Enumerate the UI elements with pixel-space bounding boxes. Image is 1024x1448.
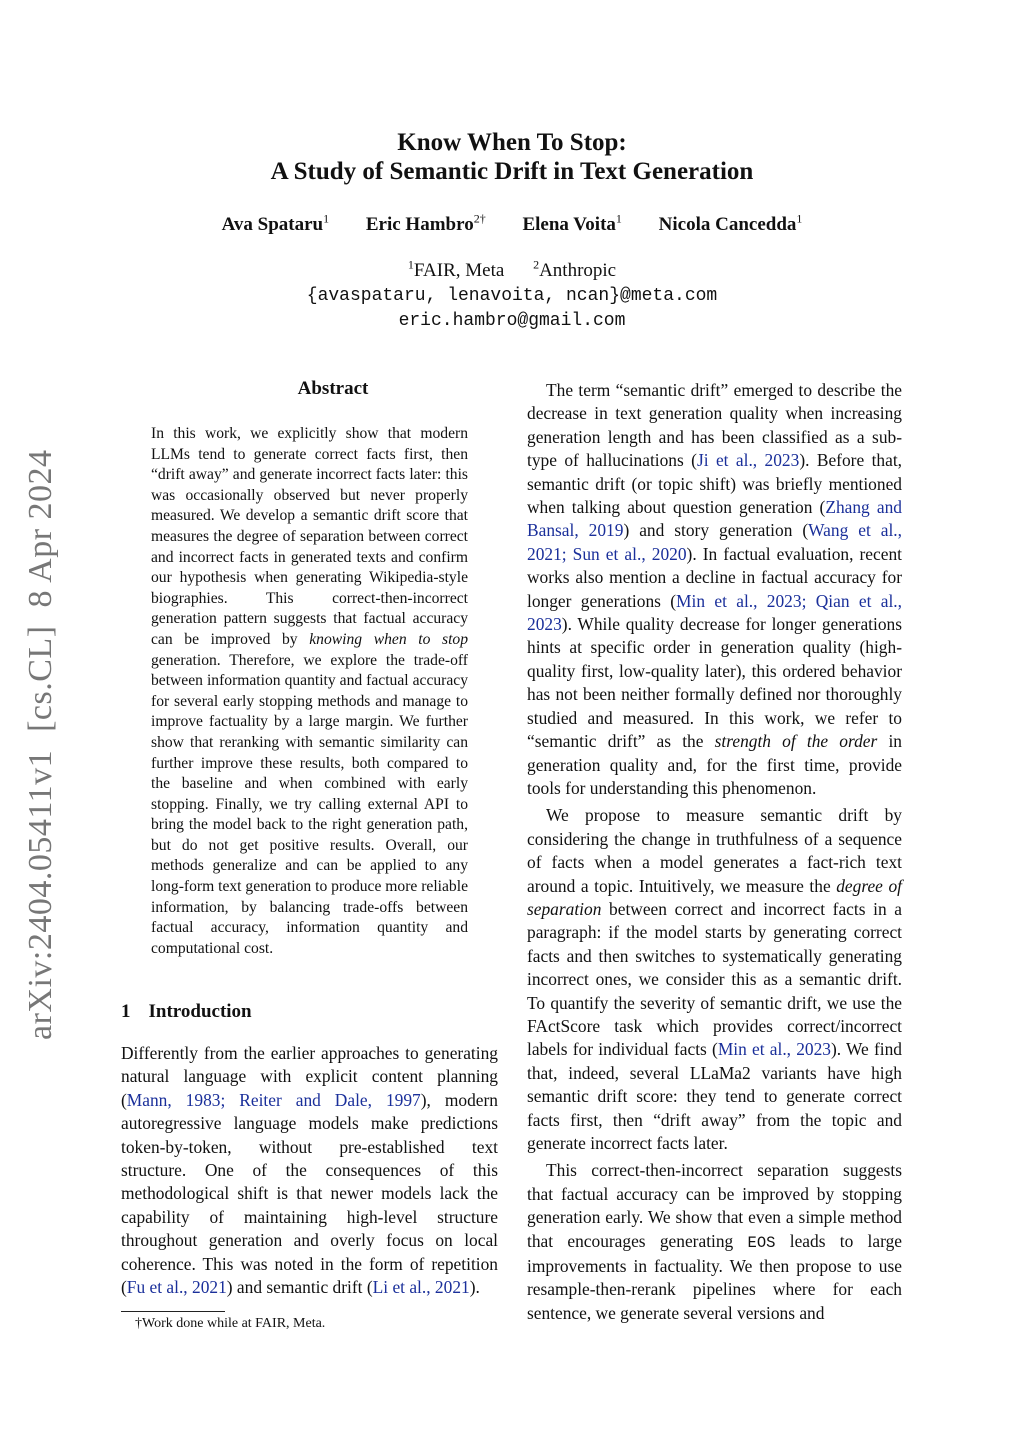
citation-link[interactable]: Li et al., 2021 [372,1277,470,1298]
citation-link[interactable]: Mann, 1983; Reiter and Dale, 1997 [126,1089,421,1110]
title-line-1: Know When To Stop: [397,129,627,156]
body-text: ). In factual evaluation, recent works also mention a decline in factual accuracy for longer generations ( [527,543,902,611]
body-text: ), modern autoregressive language models make predictions token-by-token, without pre-established text structure. One of the consequences of this methodological shift is that newer models lack the capability of maintaining high-level structure throughout generation and overly focus on local coherence. This was noted in the form of repetition ( [121,1089,498,1298]
body-text: Differently from the earlier approaches to generating natural language with explicit content planning ( [121,1043,498,1110]
affiliation-mark: 2 [533,258,540,272]
author [659,214,803,235]
paper-title [0,128,1024,186]
abstract-text: generation. Therefore, we explore the trade-off between information quantity and factual accuracy for several early stopping methods and manage to improve factuality by a large margin. We further show that reranking with semantic similarity can further improve these results, both compared to the baseline and when combined with early stopping. Finally, we try calling external API to bring the model back to the right generation path, but do not get positive results. Overall, our methods generalize and can be applied to any long-form text generation to produce more reliable information, by balancing trade-offs between factual accuracy, information quantity and computational cost. [151,651,468,957]
abstract-text: In this work, we explicitly show that modern LLMs tend to generate correct facts first, then “drift away” and generate incorrect facts later: this was occasionally observed but never properly measured. We develop a semantic drift score that measures the degree of separation between correct and incorrect facts in generated texts and confirm our hypothesis when generating Wikipedia-style biographies. This correct-then-incorrect generation pattern suggests that factual accuracy can be improved by [151,425,468,648]
section-heading [121,1001,270,1023]
citation-link[interactable]: Wang et al., 2021; Sun et al., 2020 [527,520,903,564]
section-number: 1 [121,1001,131,1022]
abstract-body [151,424,468,959]
affiliation-name: Anthropic [539,260,617,282]
affiliation [533,260,616,281]
body-text: The term “semantic drift” emerged to describe the decrease in text generation quality when increasing generation length and has been classified as a sub-type of hallucinations ( [527,380,902,471]
citation-link[interactable]: Min et al., 2023 [717,1039,831,1060]
footnote: †Work done while at FAIR, Meta. [135,1316,326,1331]
code-token: EOS [747,1233,776,1252]
abstract-emphasis: knowing when to stop [309,630,469,648]
arxiv-identifier: arXiv:2404.05411v1 [cs.CL] 8 Apr 2024 [22,449,59,1040]
body-text: This correct-then-incorrect separation suggests that factual accuracy can be improved by stopping generation early. We show that even a simple method that encourages generating [527,1160,902,1251]
intro-paragraph [121,1042,498,1299]
email-block [0,284,1024,334]
body-text: ) and story generation ( [623,520,809,541]
body-text: ). We find that, indeed, several LLaMa2 variants have high semantic drift score: they tend to generate correct facts first, then “drift away” from the topic and generate incorrect facts later. [527,1039,902,1153]
email-line-2: eric.hambro@gmail.com [398,311,626,331]
author-list [0,212,1024,236]
author [366,214,486,235]
right-column [527,379,902,1329]
author [222,214,330,235]
body-text: ) and semantic drift ( [226,1277,373,1298]
emphasis: degree of separation [527,875,902,919]
affiliation [408,260,504,281]
body-text: between correct and incorrect facts in a paragraph: if the model starts by generating correct facts and then switches to systematically generating incorrect ones, we consider this as a semantic drift. To quantify the severity of semantic drift, we use the FActScore task which provides correct/incorrect labels for individual facts ( [527,898,902,1060]
affiliation-mark: 1 [407,258,414,272]
paragraph [527,804,902,1155]
title-line-2: A Study of Semantic Drift in Text Generation [270,158,754,185]
body-text: We propose to measure semantic drift by considering the change in truthfulness of a sequence of facts when a model generates a fact-rich text around a topic. Intuitively, we measure the [527,805,902,896]
citation-link[interactable]: Zhang and Bansal, 2019 [527,497,902,541]
body-text: ). Before that, semantic drift (or topic shift) was briefly mentioned when talking about question generation ( [527,450,902,518]
emphasis: strength of the order [714,731,878,752]
citation-link[interactable]: Ji et al., 2023 [696,450,800,471]
citation-link[interactable]: Min et al., 2023; Qian et al., 2023 [527,590,902,635]
body-text: in generation quality and, for the first time, provide tools for understanding this phenomenon. [527,731,902,798]
author [522,214,621,235]
body-text: ). While quality decrease for longer generations hints at specific order in generation quality (high-quality first, low-quality later), this ordered behavior has not been neither formally defined nor thoroughly studied and measured. In this work, we refer to “semantic drift” as the [527,614,902,752]
author-mark: 1 [323,212,330,226]
author-name: Eric Hambro [365,214,474,236]
author-name: Elena Voita [522,214,616,236]
author-name: Nicola Cancedda [658,214,797,236]
abstract-heading: Abstract [297,378,369,399]
affiliation-name: FAIR, Meta [413,260,505,282]
author-name: Ava Spataru [221,214,324,236]
section-title: Introduction [148,1001,252,1022]
body-text: ). [469,1277,480,1298]
footnote-rule [121,1311,225,1312]
citation-link[interactable]: Fu et al., 2021 [126,1277,227,1298]
affiliations [0,258,1024,282]
author-mark: 2† [473,212,486,226]
email-line-1: {avaspataru, lenavoita, ncan}@meta.com [306,286,718,306]
paragraph [527,379,902,800]
body-text: leads to large improvements in factuality. We then propose to use resample-then-rerank pipelines where for each sentence, we generate several versions and [527,1230,903,1323]
paragraph [527,1159,902,1325]
author-mark: 1 [796,212,803,226]
author-mark: 1 [615,212,622,226]
